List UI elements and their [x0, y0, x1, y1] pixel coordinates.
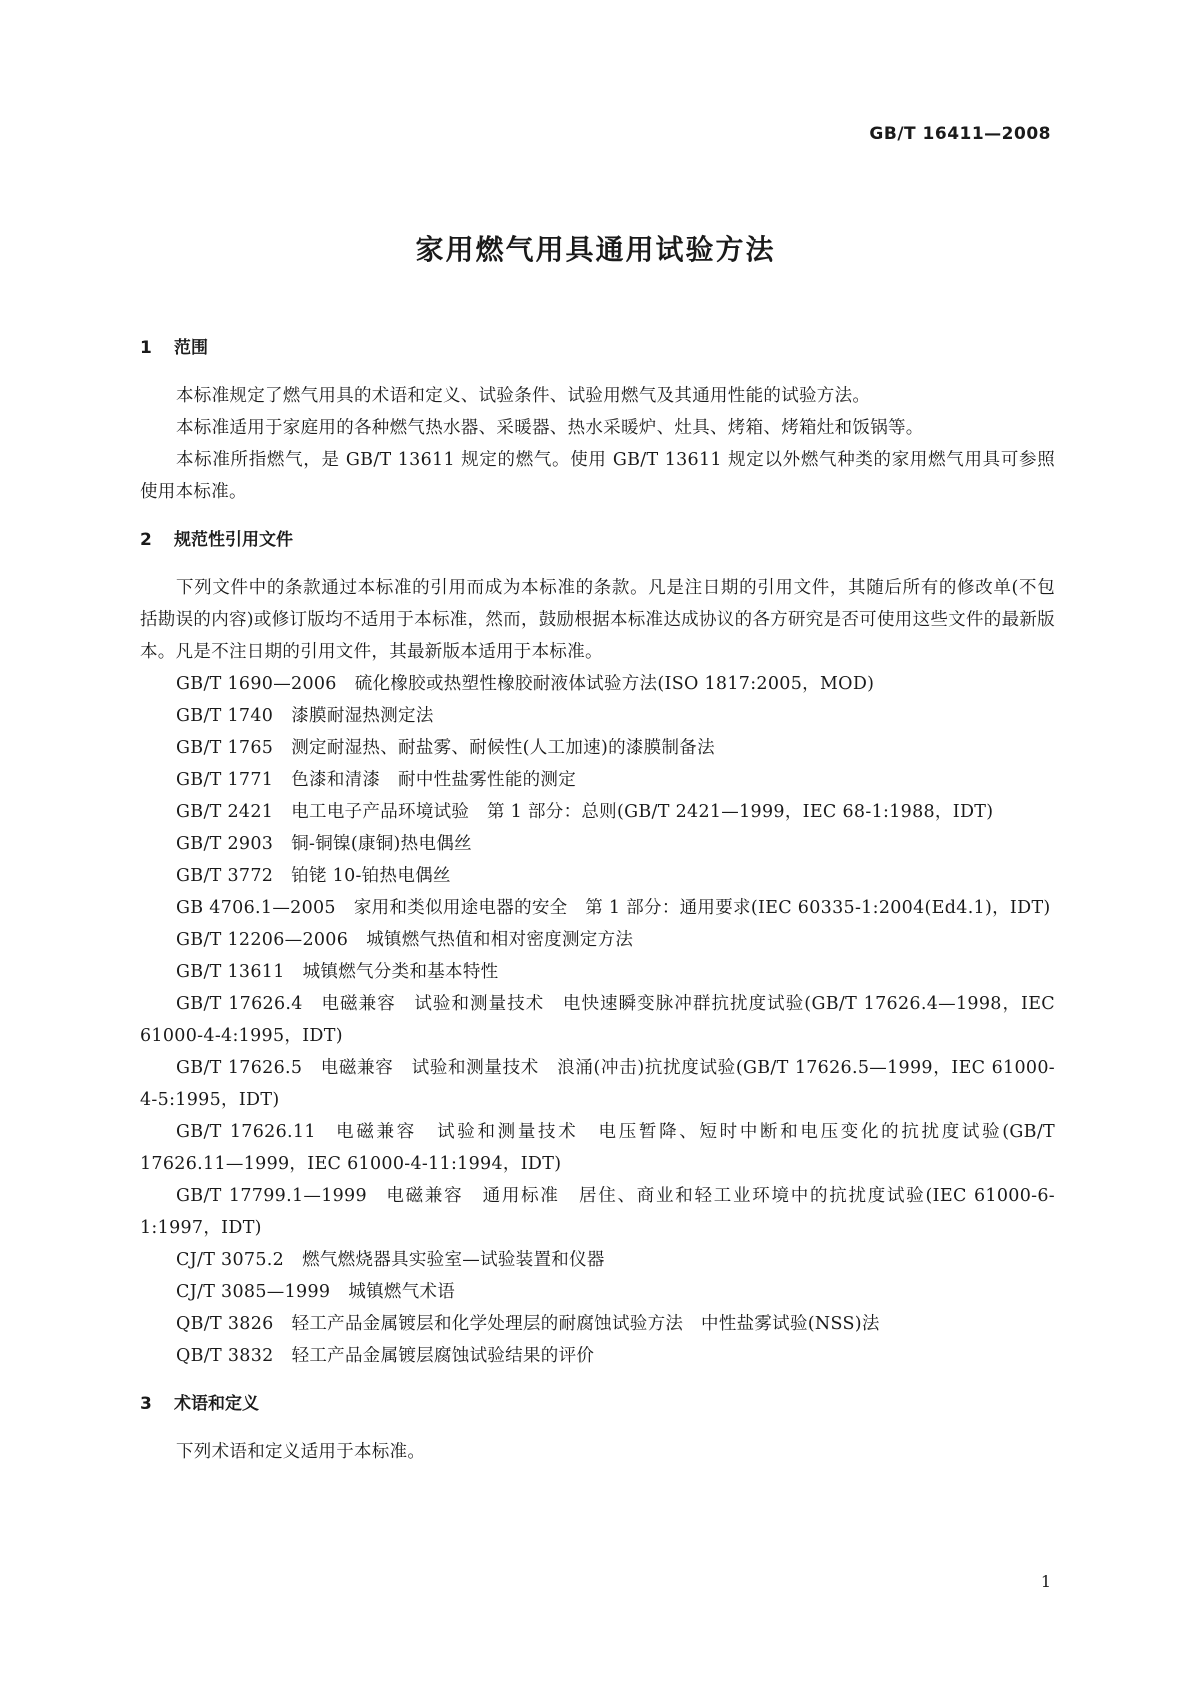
section-heading-scope — [140, 332, 1055, 364]
reference-title: 城镇燃气热值和相对密度测定方法 — [366, 930, 634, 950]
reference-code: GB/T 1690—2006 — [176, 674, 337, 694]
reference-item — [140, 1340, 1055, 1372]
section-heading-terms-and-definitions — [140, 1388, 1055, 1420]
section-number: 1 — [140, 338, 152, 358]
reference-code: QB/T 3826 — [176, 1314, 274, 1334]
reference-item — [140, 924, 1055, 956]
reference-code: GB/T 1771 — [176, 770, 274, 790]
reference-item — [140, 796, 1055, 828]
standard-code: GB/T 16411—2008 — [869, 124, 1051, 144]
reference-title: 电磁兼容 通用标准 居住、商业和轻工业环境中的抗扰度试验(IEC 61000-6-1:1997，IDT) — [140, 1186, 1055, 1238]
reference-code: GB/T 13611 — [176, 962, 285, 982]
reference-title: 电磁兼容 试验和测量技术 电快速瞬变脉冲群抗扰度试验(GB/T 17626.4—1998，IEC 61000-4-4:1995，IDT) — [140, 994, 1055, 1046]
reference-code: GB/T 3772 — [176, 866, 274, 886]
section-number: 3 — [140, 1394, 152, 1414]
reference-item — [140, 956, 1055, 988]
reference-title: 燃气燃烧器具实验室—试验装置和仪器 — [302, 1250, 605, 1270]
reference-item — [140, 1244, 1055, 1276]
section-title: 规范性引用文件 — [174, 530, 293, 550]
document-title: 家用燃气用具通用试验方法 — [415, 233, 776, 266]
reference-code: GB/T 1740 — [176, 706, 274, 726]
reference-title: 轻工产品金属镀层和化学处理层的耐腐蚀试验方法 中性盐雾试验(NSS)法 — [291, 1314, 880, 1334]
paragraph: 本标准所指燃气，是 GB/T 13611 规定的燃气。使用 GB/T 13611 规定以外燃气种类的家用燃气用具可参照使用本标准。 — [140, 450, 1055, 502]
section-heading-normative-references — [140, 524, 1055, 556]
page-number: 1 — [1040, 1572, 1051, 1591]
reference-list — [140, 668, 1055, 1372]
reference-item — [140, 892, 1055, 924]
reference-item — [140, 1052, 1055, 1116]
reference-title: 城镇燃气分类和基本特性 — [302, 962, 499, 982]
reference-title: 测定耐湿热、耐盐雾、耐候性(人工加速)的漆膜制备法 — [291, 738, 715, 758]
reference-item — [140, 860, 1055, 892]
reference-code: GB/T 17626.5 — [176, 1058, 303, 1078]
reference-title: 城镇燃气术语 — [348, 1282, 456, 1302]
reference-title: 铜-铜镍(康铜)热电偶丝 — [291, 834, 472, 854]
reference-title: 硫化橡胶或热塑性橡胶耐液体试验方法(ISO 1817:2005，MOD) — [354, 674, 875, 694]
reference-code: CJ/T 3075.2 — [176, 1250, 285, 1270]
reference-item — [140, 1308, 1055, 1340]
reference-code: GB/T 2903 — [176, 834, 274, 854]
reference-item — [140, 732, 1055, 764]
paragraph: 本标准规定了燃气用具的术语和定义、试验条件、试验用燃气及其通用性能的试验方法。 — [176, 386, 871, 406]
reference-code: GB/T 17799.1—1999 — [176, 1186, 367, 1206]
reference-title: 电磁兼容 试验和测量技术 浪涌(冲击)抗扰度试验(GB/T 17626.5—1999，IEC 61000-4-5:1995，IDT) — [140, 1058, 1055, 1110]
reference-title: 电磁兼容 试验和测量技术 电压暂降、短时中断和电压变化的抗扰度试验(GB/T 17626.11—1999，IEC 61000-4-11:1994，IDT) — [140, 1122, 1055, 1174]
section-title: 范围 — [174, 338, 208, 358]
reference-code: GB/T 2421 — [176, 802, 274, 822]
reference-code: GB 4706.1—2005 — [176, 898, 336, 918]
section-title: 术语和定义 — [174, 1394, 259, 1414]
reference-title: 铂铑 10-铂热电偶丝 — [291, 866, 451, 886]
paragraph: 下列术语和定义适用于本标准。 — [176, 1442, 426, 1462]
reference-title: 轻工产品金属镀层腐蚀试验结果的评价 — [291, 1346, 595, 1366]
reference-code: QB/T 3832 — [176, 1346, 274, 1366]
reference-item — [140, 668, 1055, 700]
reference-item — [140, 1180, 1055, 1244]
reference-code: GB/T 17626.4 — [176, 994, 303, 1014]
reference-item — [140, 828, 1055, 860]
paragraph: 下列文件中的条款通过本标准的引用而成为本标准的条款。凡是注日期的引用文件，其随后所有的修改单(不包括勘误的内容)或修订版均不适用于本标准，然而，鼓励根据本标准达成协议的各方研究是否可使用这些文件的最新版本。凡是不注日期的引用文件，其最新版本适用于本标准。 — [140, 578, 1055, 662]
reference-item — [140, 988, 1055, 1052]
reference-item — [140, 1276, 1055, 1308]
reference-item — [140, 1116, 1055, 1180]
reference-title: 家用和类似用途电器的安全 第 1 部分：通用要求(IEC 60335-1:2004(Ed4.1)，IDT) — [353, 898, 1051, 918]
reference-title: 色漆和清漆 耐中性盐雾性能的测定 — [291, 770, 577, 790]
reference-item — [140, 700, 1055, 732]
reference-item — [140, 764, 1055, 796]
reference-code: GB/T 1765 — [176, 738, 274, 758]
document-body — [140, 332, 1055, 1468]
reference-code: CJ/T 3085—1999 — [176, 1282, 331, 1302]
section-number: 2 — [140, 530, 152, 550]
reference-code: GB/T 17626.11 — [176, 1122, 316, 1142]
reference-title: 电工电子产品环境试验 第 1 部分：总则(GB/T 2421—1999，IEC 68-1:1988，IDT) — [291, 802, 994, 822]
paragraph: 本标准适用于家庭用的各种燃气热水器、采暖器、热水采暖炉、灶具、烤箱、烤箱灶和饭锅等。 — [176, 418, 924, 438]
reference-title: 漆膜耐湿热测定法 — [291, 706, 434, 726]
reference-code: GB/T 12206—2006 — [176, 930, 349, 950]
